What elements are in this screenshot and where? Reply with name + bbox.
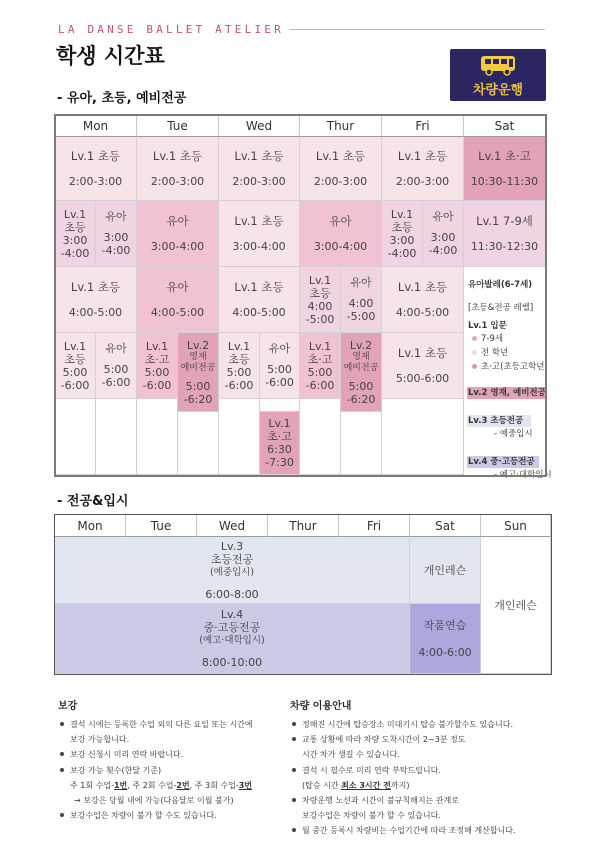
major-class-lv3	[55, 537, 410, 604]
class-cell	[96, 333, 137, 399]
class-group: 초·고	[307, 352, 333, 366]
class-cell	[55, 137, 137, 201]
class-name: 개인레슨	[494, 598, 537, 612]
note-text: 보강 가능합니다.	[70, 735, 130, 745]
legend-lv1-c	[472, 362, 548, 373]
class-name: Lv.1 초등	[70, 148, 121, 163]
class-time: 4:00-5:00	[68, 305, 123, 319]
bullet-icon	[472, 350, 477, 355]
class-name: Lv.1 초등	[234, 279, 284, 294]
empty-cell	[341, 412, 382, 475]
class-start: 4:00	[348, 297, 374, 310]
class-level: Lv.1	[63, 207, 87, 221]
class-name: Lv.1 초등	[234, 148, 284, 163]
class-time: 4:00-6:00	[418, 645, 472, 659]
class-time: 10:30-11:30	[470, 174, 539, 188]
class-group: 초등	[64, 220, 86, 234]
class-name: Lv.1 초등	[152, 148, 203, 163]
class-end: -6:00	[101, 376, 131, 389]
class-level: Lv.4	[220, 608, 244, 621]
class-time: 6:00-8:00	[205, 587, 259, 601]
class-cell	[300, 137, 382, 201]
day-header-wed: Wed	[219, 115, 300, 137]
list-item	[290, 763, 516, 778]
legend-subtitle: [초등&전공 레벨]	[468, 303, 534, 313]
list-item	[290, 823, 516, 838]
class-end: -6:00	[142, 378, 172, 392]
class-start: 5:00	[307, 365, 333, 379]
class-start: 5:00	[103, 363, 129, 376]
note-quota	[58, 778, 253, 793]
class-end: -5:00	[305, 312, 335, 326]
list-item	[290, 717, 516, 732]
class-level: Lv.3	[220, 539, 244, 553]
class-end: -6:00	[265, 376, 294, 389]
day-header-wed: Wed	[197, 515, 268, 537]
class-start: 5:00	[62, 365, 88, 379]
class-cell	[260, 412, 300, 475]
list-item	[58, 763, 253, 778]
class-cell	[260, 333, 300, 399]
class-time: 3:00-4:00	[313, 239, 368, 253]
rehearsal-sat	[410, 604, 481, 674]
bullet-icon	[60, 752, 64, 756]
class-end: -6:00	[305, 378, 335, 392]
empty-cell	[300, 399, 341, 475]
note-text: 월 중간 등록시 차량비는 수업기간에 따라 조정해 계산합니다.	[302, 826, 516, 836]
class-end: -6:00	[60, 378, 90, 392]
class-note: (예고·대학입시)	[199, 635, 265, 646]
day-header-fri: Fri	[382, 115, 464, 137]
class-time: 3:00-4:00	[232, 239, 286, 253]
class-end: -4:00	[387, 246, 417, 260]
class-name: 유아	[268, 342, 291, 355]
note-text: 보강수업은 차량이 불가 할 수 있습니다.	[302, 811, 441, 821]
class-group: 중·고등전공	[203, 621, 261, 634]
class-time: 3:00-4:00	[150, 239, 205, 253]
legend-title: 유아발레(6-7세)	[468, 280, 533, 290]
class-cell	[300, 333, 341, 399]
class-time: 4:00-5:00	[232, 305, 286, 319]
legend-lv1-b	[472, 348, 508, 359]
section1-title: - 유아, 초등, 예비전공	[57, 91, 187, 106]
bullet-icon	[292, 828, 296, 832]
class-time: 2:00-3:00	[313, 174, 368, 188]
day-header-sat: Sat	[464, 115, 546, 137]
class-end: -6:20	[183, 393, 213, 406]
class-cell	[300, 201, 382, 267]
section2-title: - 전공&입시	[57, 494, 129, 509]
class-cell	[219, 201, 300, 267]
class-time: 4:00-5:00	[150, 305, 205, 319]
page-title: 학생 시간표	[56, 44, 165, 68]
class-start: 5:00	[267, 363, 292, 376]
major-class-lv4	[55, 604, 410, 674]
class-name: 유아	[329, 213, 352, 228]
note-text: 정해진 시간에 탑승장소 미대기시 탑승 불가할수도 있습니다.	[302, 720, 513, 729]
day-header-tue: Tue	[126, 515, 197, 537]
bus-info-title: 차량 이용안내	[290, 701, 352, 712]
class-level: Lv.1	[227, 339, 251, 353]
private-lesson-sat	[410, 537, 481, 604]
class-start: 5:00	[226, 365, 252, 379]
class-note: (예중입시)	[209, 566, 255, 578]
legend-text: 전 학년	[481, 348, 509, 358]
class-cell	[178, 333, 219, 412]
legend-lv3: Lv.3 초등전공	[468, 416, 524, 426]
list-item	[58, 747, 253, 762]
class-cell	[382, 137, 464, 201]
makeup-notes	[58, 717, 253, 823]
class-start: 3:00	[103, 231, 129, 244]
class-time: 5:00-6:00	[395, 371, 450, 385]
class-group: 초등	[228, 352, 250, 366]
class-start: 3:00	[389, 233, 415, 247]
class-name: Lv.1 초등	[397, 279, 448, 294]
class-end: -4:00	[60, 246, 90, 260]
class-start: 3:00	[62, 233, 88, 247]
brand-name: LA DANSE BALLET ATELIER	[58, 23, 284, 36]
class-level: Lv.1	[63, 339, 87, 353]
note-text: 보강수업은 차량이 불가 할 수도 있습니다.	[70, 811, 217, 821]
class-name: 유아	[432, 210, 454, 223]
note-text: 결석 시 필수로 미리 연락 부탁드립니다.	[302, 765, 441, 775]
class-time: 11:30-12:30	[470, 239, 539, 253]
class-level: Lv.1	[308, 339, 332, 353]
class-group: 영재	[352, 352, 370, 362]
class-cell	[137, 267, 219, 333]
class-end: -7:30	[265, 456, 294, 469]
class-cell	[137, 137, 219, 201]
class-name: Lv.1 초등	[70, 279, 121, 294]
class-level: Lv.1	[308, 273, 332, 287]
class-cell	[55, 333, 96, 399]
bullet-icon	[472, 364, 477, 369]
class-group: 초·고	[144, 352, 170, 366]
day-header-sun: Sun	[481, 515, 551, 537]
legend-lv2: Lv.2 영재, 예비전공	[468, 388, 546, 398]
class-cell	[55, 201, 96, 267]
bullet-icon	[472, 336, 477, 341]
list-item	[58, 808, 253, 823]
legend-lv3-sub: - 예중입시	[494, 429, 533, 439]
empty-cell	[260, 399, 300, 412]
day-header-mon: Mon	[55, 515, 126, 537]
makeup-title: 보강	[58, 701, 78, 712]
class-cell	[219, 137, 300, 201]
empty-cell	[178, 412, 219, 475]
class-cell	[464, 201, 546, 267]
class-level: Lv.2	[186, 339, 210, 352]
note-emphasis: 3번	[238, 780, 252, 790]
class-cell	[137, 201, 219, 267]
class-time: 8:00-10:00	[201, 656, 263, 669]
class-name: 유아	[105, 210, 127, 223]
class-cell	[382, 333, 464, 399]
empty-cell	[96, 399, 137, 475]
legend-lv4-sub: - 예고·대학입시	[494, 470, 552, 480]
class-name: Lv.1 초·고	[478, 148, 531, 163]
private-lesson-sun	[481, 537, 551, 674]
note-deadline	[290, 778, 516, 793]
class-cell	[341, 267, 382, 333]
class-cell	[382, 201, 423, 267]
note-text: 주 1회 수업-	[70, 780, 114, 790]
note-text: 보강 가능 횟수(한달 기준)	[70, 765, 162, 775]
class-name: Lv.1 초등	[397, 148, 448, 163]
bullet-icon	[292, 737, 296, 741]
day-header-thur: Thur	[300, 115, 382, 137]
empty-cell	[55, 399, 96, 475]
empty-cell	[382, 399, 464, 475]
bus-label: 차량운행	[472, 83, 524, 98]
class-name: 유아	[166, 213, 189, 228]
class-group: 초등전공	[210, 552, 254, 566]
bullet-icon	[60, 813, 64, 817]
legend-text: 초·고(초등고학년)	[481, 362, 548, 372]
class-name: Lv.1 초등	[315, 148, 366, 163]
note-text: 결석 시에는 등록한 수업 외의 다른 요일 또는 시간에	[70, 720, 253, 729]
class-cell	[382, 267, 464, 333]
note-text: , 주 3회 수업-	[189, 780, 239, 790]
class-level: Lv.1	[390, 207, 414, 221]
day-header-fri: Fri	[339, 515, 410, 537]
note-text: 보강 신청시 미리 연락 바랍니다.	[70, 750, 184, 760]
class-name: 개인레슨	[423, 563, 467, 577]
class-end: -4:00	[428, 244, 458, 257]
day-header-thur: Thur	[268, 515, 339, 537]
note-text: → 보강은 당월 내에 가능(다음달로 이월 불가)	[74, 796, 234, 806]
class-group: 예비전공	[343, 362, 379, 373]
class-cell	[96, 201, 137, 267]
note-text: 시간 차가 생길 수 있습니다.	[302, 750, 400, 760]
class-group: 초등	[309, 286, 331, 300]
class-cell	[341, 333, 382, 412]
class-cell	[300, 267, 341, 333]
legend-lv1-a	[472, 334, 503, 345]
class-level: Lv.1	[268, 417, 291, 430]
class-group: 초·고	[267, 430, 292, 443]
class-time: 4:00-5:00	[395, 305, 450, 319]
class-end: -4:00	[101, 244, 131, 257]
note-text: 까지)	[390, 780, 410, 790]
list-item	[58, 717, 253, 732]
bullet-icon	[292, 798, 296, 802]
class-start: 5:00	[144, 365, 170, 379]
note-emphasis: 2번	[176, 780, 190, 790]
day-header-tue: Tue	[137, 115, 219, 137]
legend-lv4: Lv.4 중·고등전공	[468, 457, 535, 467]
class-group: 예비전공	[180, 362, 216, 373]
class-cell	[464, 137, 546, 201]
bullet-icon	[60, 768, 64, 772]
note-text: (탑승 시간	[302, 780, 342, 790]
bullet-icon	[292, 722, 296, 726]
class-end: -5:00	[346, 310, 376, 323]
bus-info-notes	[290, 717, 516, 839]
class-cell	[55, 267, 137, 333]
class-name: Lv.1 7-9세	[476, 213, 533, 228]
class-start: 3:00	[430, 231, 456, 244]
class-group: 초등	[64, 352, 86, 366]
bullet-icon	[60, 722, 64, 726]
class-group: 영재	[189, 352, 207, 362]
note-emphasis: 1번	[113, 780, 128, 790]
class-cell	[219, 267, 300, 333]
class-cell	[219, 333, 260, 399]
class-name: Lv.1 초등	[397, 345, 448, 360]
empty-cell	[219, 399, 260, 475]
class-start: 6:30	[267, 443, 292, 456]
brand-rule	[290, 29, 545, 30]
empty-cell	[137, 399, 178, 475]
class-end: -6:20	[346, 393, 376, 406]
class-name: 유아	[350, 276, 372, 289]
legend-text: 7-9세	[481, 334, 504, 344]
class-name: 유아	[166, 279, 189, 294]
class-time: 2:00-3:00	[232, 174, 286, 188]
class-level: Lv.1	[145, 339, 169, 353]
legend-lv1: Lv.1 입문	[468, 321, 507, 331]
class-end: -6:00	[224, 378, 254, 392]
class-group: 초등	[391, 220, 413, 234]
note-text: 교통 상황에 따라 차량 도착시간이 2~3분 정도	[302, 735, 466, 745]
class-start: 5:00	[348, 380, 374, 393]
list-item	[290, 793, 516, 808]
class-level: Lv.2	[349, 339, 373, 352]
class-cell	[423, 201, 464, 267]
day-header-sat: Sat	[410, 515, 481, 537]
class-name: Lv.1 초등	[234, 213, 284, 228]
bullet-icon	[292, 768, 296, 772]
class-start: 5:00	[185, 380, 211, 393]
class-name: 작품연습	[423, 618, 467, 632]
note-text: , 주 2회 수업-	[127, 780, 177, 790]
note-text: 차량운행 노선과 시간이 불규칙해지는 관계로	[302, 796, 460, 806]
note-emphasis: 최소 3시간 전	[341, 780, 391, 790]
class-cell	[137, 333, 178, 399]
class-start: 4:00	[307, 299, 333, 313]
class-time: 2:00-3:00	[150, 174, 205, 188]
list-item	[290, 732, 516, 747]
day-header-mon: Mon	[55, 115, 137, 137]
class-time: 2:00-3:00	[395, 174, 450, 188]
bus-badge	[450, 49, 546, 101]
bus-icon	[479, 54, 517, 78]
class-time: 2:00-3:00	[68, 174, 123, 188]
class-name: 유아	[105, 342, 127, 355]
